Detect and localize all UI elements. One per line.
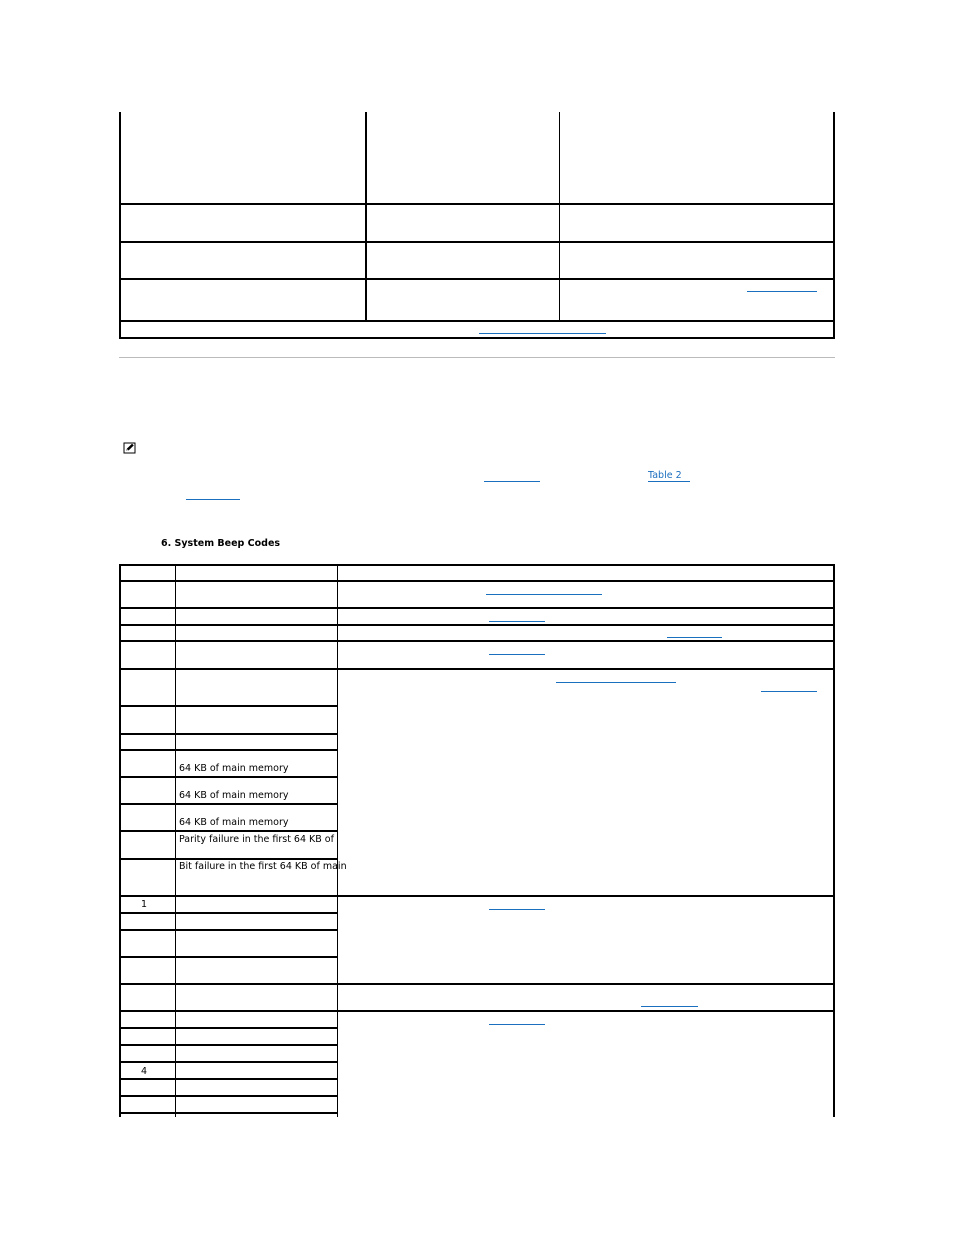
beep-table-row-line [119, 895, 835, 897]
top-table-border-left [119, 112, 121, 339]
beep-table-link[interactable] [667, 637, 722, 638]
beep-table-row-line [119, 983, 835, 985]
beep-table-link[interactable] [761, 691, 817, 692]
memory-description-cell: Bit failure in the first 64 KB of main [179, 861, 347, 872]
beep-table-sub-row-line [119, 803, 338, 805]
paragraph-link[interactable] [484, 481, 540, 482]
top-table-bottom-line [119, 337, 835, 339]
beep-table-row-line [119, 580, 835, 582]
beep-table-row-line [119, 607, 835, 609]
beep-table-link[interactable] [489, 909, 545, 910]
top-table-link[interactable] [747, 291, 817, 292]
section-divider [119, 357, 835, 358]
beep-table-link[interactable] [489, 1024, 545, 1025]
beep-table-sub-row-line [119, 912, 338, 914]
beep-table-sub-row-line [119, 733, 338, 735]
beep-table-sub-row-line [119, 749, 338, 751]
beep-table-sub-row-line [119, 830, 338, 832]
beep-table-link[interactable] [489, 654, 545, 655]
beep-table-link[interactable] [641, 1006, 698, 1007]
memory-description-cell: 64 KB of main memory [179, 763, 289, 774]
memory-description-cell: 64 KB of main memory [179, 817, 289, 828]
top-table-border-right [833, 112, 835, 339]
beep-table-sub-row-line [119, 1027, 338, 1029]
beep-table-sub-row-line [119, 776, 338, 778]
top-table-col-divider-2 [559, 112, 560, 321]
beep-table-sub-row-line [119, 1095, 338, 1097]
memory-description-cell: Parity failure in the first 64 KB of [179, 834, 334, 845]
beep-table-sub-row-line [119, 705, 338, 707]
beep-table-sub-row-line [119, 956, 338, 958]
beep-table-link[interactable] [556, 682, 676, 683]
beep-table-row-line [119, 668, 835, 670]
beep-table-sub-row-line [119, 1044, 338, 1046]
beep-table-sub-row-line [119, 858, 338, 860]
beep-table-row-line [119, 624, 835, 626]
beep-table-row-line [119, 1010, 835, 1012]
beep-table-row-line [119, 564, 835, 566]
beep-table-sub-row-line [119, 1078, 338, 1080]
beep-table-sub-row-line [119, 929, 338, 931]
paragraph-link[interactable] [186, 499, 240, 500]
note-pencil-icon [123, 442, 136, 454]
beep-table-link[interactable] [489, 621, 545, 622]
reference-link-underline [648, 481, 690, 482]
top-table-row-line [119, 241, 835, 243]
top-table-row-line [119, 278, 835, 280]
beep-table-link[interactable] [486, 594, 602, 595]
top-table-footer-link[interactable] [479, 333, 606, 334]
top-table-row-line [119, 320, 835, 322]
memory-description-cell: 64 KB of main memory [179, 790, 289, 801]
beep-code-cell: 4 [141, 1066, 148, 1077]
beep-table-caption: 6. System Beep Codes [161, 538, 281, 549]
beep-table-sub-row-line [119, 1061, 338, 1063]
beep-code-cell: 1 [141, 899, 148, 910]
beep-table-sub-row-line [119, 1112, 338, 1114]
beep-table-border-right [833, 564, 835, 1117]
top-table-col-divider-1 [365, 112, 367, 321]
beep-table-col-divider-2 [337, 564, 338, 1117]
top-table-row-line [119, 203, 835, 205]
beep-table-col-divider-1 [175, 564, 176, 1117]
reference-link-table-2[interactable]: Table 2 [648, 470, 682, 481]
beep-table-border-left [119, 564, 121, 1117]
beep-table-row-line [119, 640, 835, 642]
